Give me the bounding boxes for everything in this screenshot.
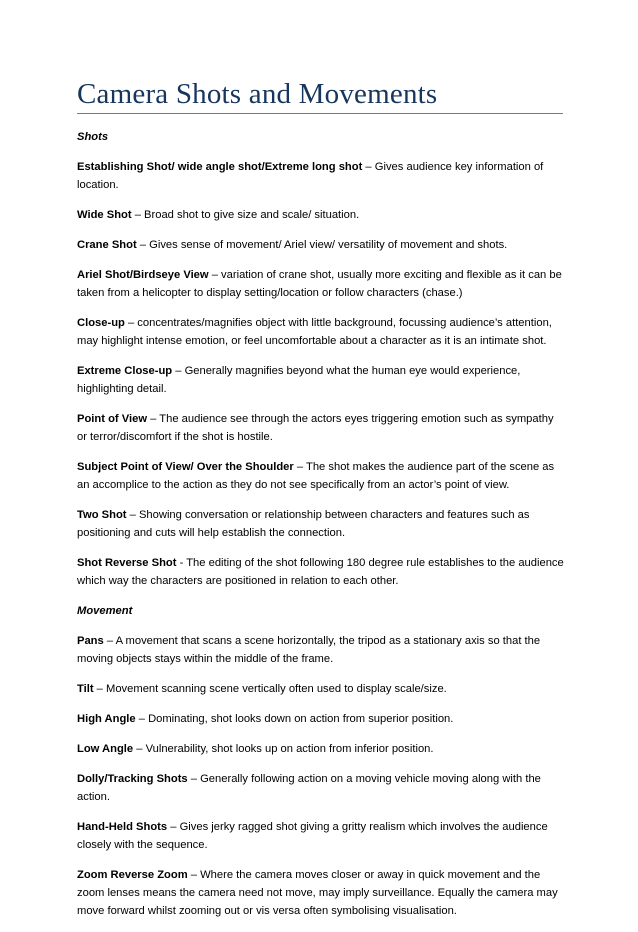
section-heading-movement: Movement	[77, 605, 133, 617]
definition-text: – Where the camera moves closer or away in quick movement and the zoom lenses means the camera need not move, may imply surveillance. Equally the camera may move forward whilst zooming out or vis versa often symbolising visualisation.	[77, 869, 558, 917]
definition-point-of-view	[77, 410, 565, 446]
definition-crane-shot	[77, 236, 565, 254]
definition-text: – concentrates/magnifies object with little background, focussing audience’s attention, may highlight intense emotion, or feel uncomfortable about a character as it is an intimate shot.	[77, 317, 552, 347]
definition-term: Zoom Reverse Zoom	[77, 869, 188, 881]
definition-low-angle	[77, 740, 565, 758]
definition-hand-held-shots	[77, 818, 565, 854]
definition-text: – The shot makes the audience part of the scene as an accomplice to the action as they do not see specifically from an actor’s point of view.	[77, 461, 555, 491]
definition-term: Wide Shot	[77, 209, 132, 221]
definition-term: High Angle	[77, 713, 136, 725]
definition-two-shot	[77, 506, 565, 542]
definition-text: – Gives sense of movement/ Ariel view/ versatility of movement and shots.	[136, 239, 508, 251]
document-title: Camera Shots and Movements	[77, 78, 438, 110]
definition-term: Crane Shot	[77, 239, 137, 251]
definition-tilt	[77, 680, 565, 698]
definition-term: Point of View	[77, 413, 148, 425]
definition-text: – Generally magnifies beyond what the human eye would experience, highlighting detail.	[77, 365, 521, 395]
definition-term: Close-up	[77, 317, 125, 329]
definition-term: Tilt	[77, 683, 94, 695]
definition-term: Establishing Shot/ wide angle shot/Extreme long shot	[77, 161, 363, 173]
definition-term: Shot Reverse Shot	[77, 557, 177, 569]
definition-text: – variation of crane shot, usually more exciting and flexible as it can be taken from a helicopter to display setting/location or follow characters (chase.)	[77, 269, 562, 299]
definition-text: – A movement that scans a scene horizontally, the tripod as a stationary axis so that the moving objects stays within the middle of the frame.	[77, 635, 541, 665]
definition-term: Subject Point of View/ Over the Shoulder	[77, 461, 294, 473]
definition-shot-reverse-shot	[77, 554, 565, 590]
definition-term: Low Angle	[77, 743, 134, 755]
definition-text: – Gives audience key information of location.	[77, 161, 544, 191]
definition-close-up	[77, 314, 565, 350]
definition-text: – Gives jerky ragged shot giving a gritty realism which involves the audience closely with the sequence.	[77, 821, 548, 851]
definition-term: Pans	[77, 635, 104, 647]
definition-pans	[77, 632, 565, 668]
definition-dolly-tracking-shots	[77, 770, 565, 806]
definition-text: – Vulnerability, shot looks up on action from inferior position.	[133, 743, 434, 755]
definition-text: – The audience see through the actors eyes triggering emotion such as sympathy or terror/discomfort if the shot is hostile.	[77, 413, 554, 443]
definition-subject-point-of-view	[77, 458, 565, 494]
definition-zoom-reverse-zoom	[77, 866, 565, 920]
definition-text: - The editing of the shot following 180 degree rule establishes to the audience which way the characters are positioned in relation to each other.	[77, 557, 564, 587]
title-underline-rule	[77, 113, 563, 114]
definition-text: – Generally following action on a moving vehicle moving along with the action.	[77, 773, 541, 803]
definition-extreme-close-up	[77, 362, 565, 398]
definition-wide-shot	[77, 206, 565, 224]
definition-term: Ariel Shot/Birdseye View	[77, 269, 209, 281]
definition-ariel-shot	[77, 266, 565, 302]
definition-term: Dolly/Tracking Shots	[77, 773, 188, 785]
definition-establishing-shot	[77, 158, 565, 194]
definition-term: Extreme Close-up	[77, 365, 173, 377]
definition-high-angle	[77, 710, 565, 728]
definition-text: – Movement scanning scene vertically often used to display scale/size.	[93, 683, 447, 695]
section-heading-shots: Shots	[77, 131, 109, 143]
definition-text: – Showing conversation or relationship between characters and features such as positioning and cuts will help establish the connection.	[77, 509, 530, 539]
definition-text: – Broad shot to give size and scale/ situation.	[131, 209, 360, 221]
document-body	[77, 128, 565, 932]
definition-text: – Dominating, shot looks down on action from superior position.	[135, 713, 454, 725]
definition-term: Hand-Held Shots	[77, 821, 168, 833]
definition-term: Two Shot	[77, 509, 127, 521]
